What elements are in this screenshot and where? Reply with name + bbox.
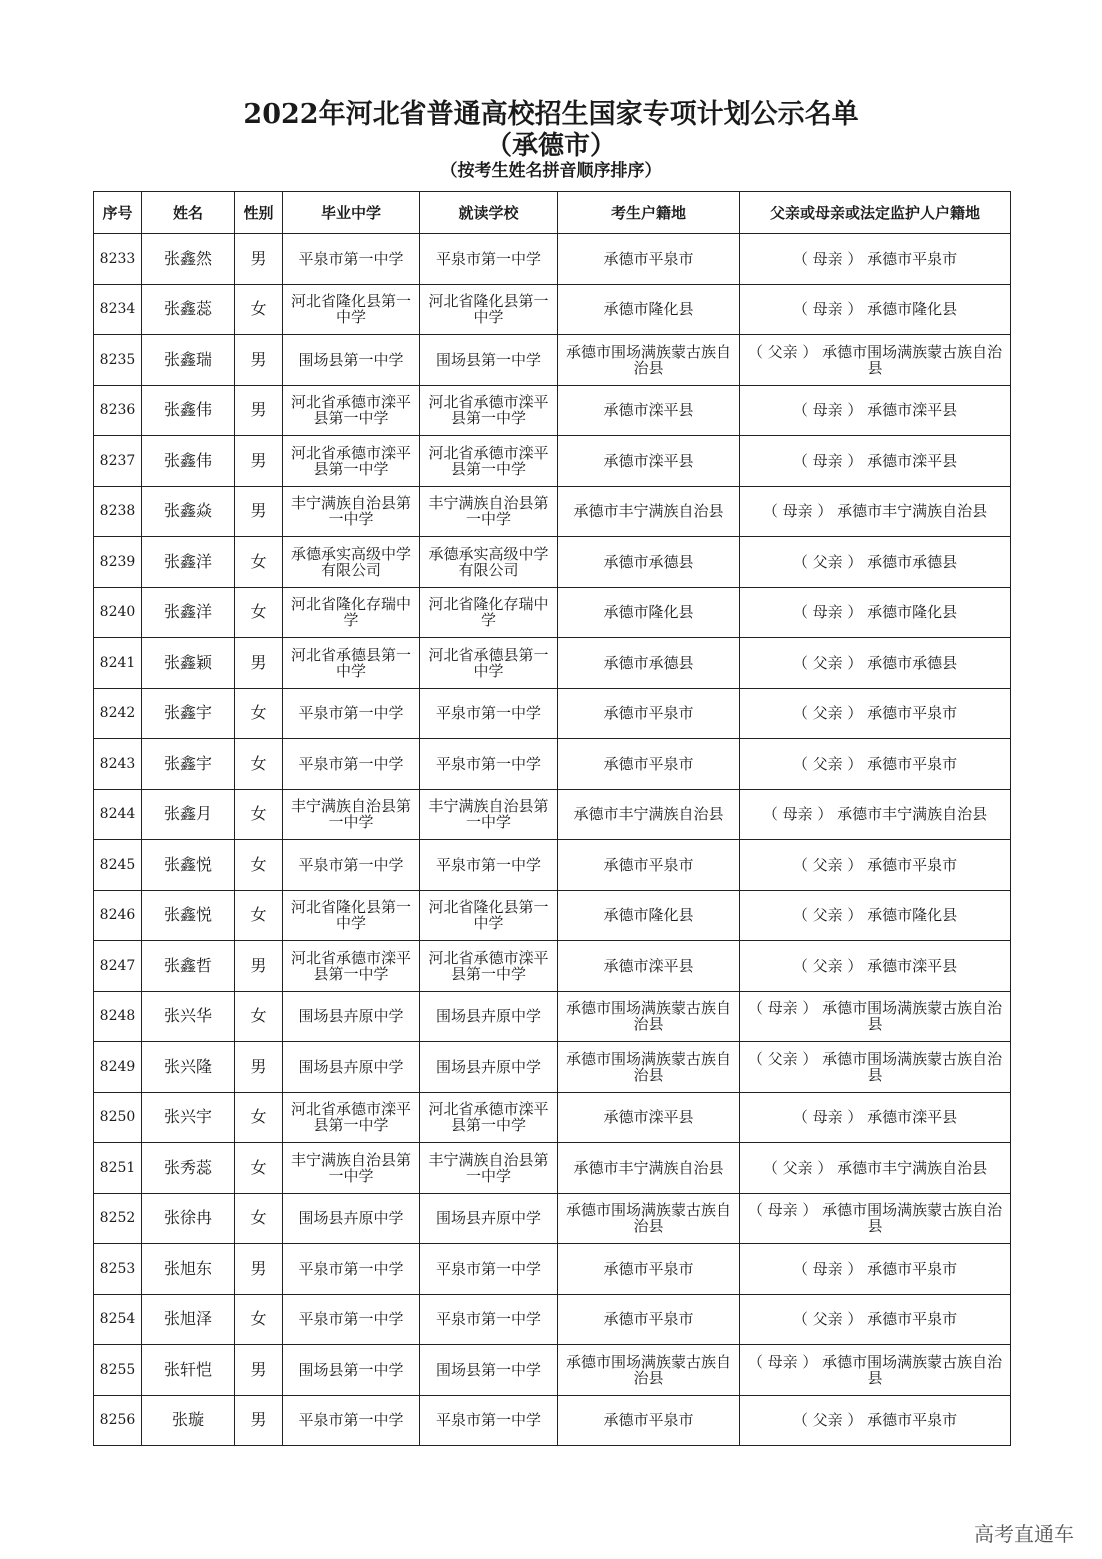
table-row (94, 1143, 1011, 1194)
cell-student-hukou: 承德市滦平县 (558, 1092, 740, 1143)
cell-current-school: 河北省承德市滦平县第一中学 (420, 385, 558, 436)
cell-current-school: 围场县卉原中学 (420, 1042, 558, 1093)
cell-name: 张兴隆 (142, 1042, 235, 1093)
cell-gender: 男 (235, 1042, 283, 1093)
cell-student-hukou: 承德市平泉市 (558, 739, 740, 790)
cell-guardian-hukou: （ 父亲 ） 承德市平泉市 (740, 1395, 1011, 1446)
cell-student-hukou: 承德市滦平县 (558, 941, 740, 992)
cell-seq: 8244 (94, 789, 142, 840)
cell-name: 张鑫洋 (142, 587, 235, 638)
cell-current-school: 围场县第一中学 (420, 1345, 558, 1396)
page-title: 2022年河北省普通高校招生国家专项计划公示名单 (243, 99, 859, 130)
cell-graduated-school: 平泉市第一中学 (283, 688, 420, 739)
cell-guardian-hukou: （ 父亲 ） 承德市承德县 (740, 638, 1011, 689)
cell-seq: 8238 (94, 486, 142, 537)
cell-seq: 8241 (94, 638, 142, 689)
cell-name: 张鑫宇 (142, 739, 235, 790)
table-row (94, 486, 1011, 537)
cell-seq: 8255 (94, 1345, 142, 1396)
table-row (94, 991, 1011, 1042)
cell-seq: 8254 (94, 1294, 142, 1345)
table-row (94, 234, 1011, 285)
cell-guardian-hukou: （ 父亲 ） 承德市丰宁满族自治县 (740, 1143, 1011, 1194)
cell-seq: 8235 (94, 335, 142, 386)
cell-gender: 女 (235, 1092, 283, 1143)
cell-gender: 女 (235, 739, 283, 790)
cell-gender: 男 (235, 638, 283, 689)
cell-student-hukou: 承德市平泉市 (558, 234, 740, 285)
cell-student-hukou: 承德市围场满族蒙古族自治县 (558, 991, 740, 1042)
cell-graduated-school: 河北省承德市滦平县第一中学 (283, 436, 420, 487)
header-graduated-school: 毕业中学 (283, 192, 420, 234)
cell-seq: 8243 (94, 739, 142, 790)
cell-name: 张轩恺 (142, 1345, 235, 1396)
header-seq: 序号 (94, 192, 142, 234)
cell-student-hukou: 承德市围场满族蒙古族自治县 (558, 1042, 740, 1093)
cell-gender: 男 (235, 234, 283, 285)
cell-current-school: 丰宁满族自治县第一中学 (420, 1143, 558, 1194)
cell-name: 张兴宇 (142, 1092, 235, 1143)
cell-student-hukou: 承德市隆化县 (558, 587, 740, 638)
cell-current-school: 河北省隆化县第一中学 (420, 890, 558, 941)
cell-seq: 8250 (94, 1092, 142, 1143)
cell-student-hukou: 承德市围场满族蒙古族自治县 (558, 1345, 740, 1396)
header-guardian-hukou: 父亲或母亲或法定监护人户籍地 (740, 192, 1011, 234)
table-row (94, 436, 1011, 487)
cell-gender: 女 (235, 890, 283, 941)
table-row (94, 1042, 1011, 1093)
cell-guardian-hukou: （ 父亲 ） 承德市隆化县 (740, 890, 1011, 941)
cell-name: 张旭泽 (142, 1294, 235, 1345)
cell-gender: 女 (235, 587, 283, 638)
cell-student-hukou: 承德市丰宁满族自治县 (558, 789, 740, 840)
cell-name: 张璇 (142, 1395, 235, 1446)
cell-graduated-school: 平泉市第一中学 (283, 1395, 420, 1446)
cell-graduated-school: 平泉市第一中学 (283, 1244, 420, 1295)
cell-guardian-hukou: （ 母亲 ） 承德市围场满族蒙古族自治县 (740, 1193, 1011, 1244)
cell-current-school: 围场县卉原中学 (420, 1193, 558, 1244)
table-row (94, 1395, 1011, 1446)
cell-gender: 男 (235, 941, 283, 992)
cell-student-hukou: 承德市承德县 (558, 537, 740, 588)
table-row (94, 789, 1011, 840)
cell-seq: 8237 (94, 436, 142, 487)
cell-seq: 8252 (94, 1193, 142, 1244)
cell-current-school: 平泉市第一中学 (420, 234, 558, 285)
table-row (94, 1092, 1011, 1143)
table-row (94, 840, 1011, 891)
cell-current-school: 平泉市第一中学 (420, 1244, 558, 1295)
cell-seq: 8234 (94, 284, 142, 335)
table-row (94, 890, 1011, 941)
cell-gender: 女 (235, 1294, 283, 1345)
cell-seq: 8256 (94, 1395, 142, 1446)
cell-name: 张鑫蕊 (142, 284, 235, 335)
table-row (94, 638, 1011, 689)
page-subtitle: （承德市） (485, 131, 616, 161)
table-row (94, 537, 1011, 588)
cell-student-hukou: 承德市平泉市 (558, 1294, 740, 1345)
cell-name: 张徐冉 (142, 1193, 235, 1244)
cell-name: 张鑫哲 (142, 941, 235, 992)
cell-guardian-hukou: （ 母亲 ） 承德市丰宁满族自治县 (740, 486, 1011, 537)
watermark-text: 高考直通车 (974, 1522, 1074, 1546)
cell-current-school: 平泉市第一中学 (420, 1395, 558, 1446)
cell-gender: 女 (235, 991, 283, 1042)
cell-graduated-school: 丰宁满族自治县第一中学 (283, 486, 420, 537)
cell-student-hukou: 承德市滦平县 (558, 385, 740, 436)
cell-seq: 8236 (94, 385, 142, 436)
cell-seq: 8233 (94, 234, 142, 285)
cell-guardian-hukou: （ 父亲 ） 承德市平泉市 (740, 840, 1011, 891)
cell-graduated-school: 河北省隆化县第一中学 (283, 890, 420, 941)
cell-name: 张鑫伟 (142, 385, 235, 436)
cell-graduated-school: 围场县卉原中学 (283, 1193, 420, 1244)
cell-student-hukou: 承德市承德县 (558, 638, 740, 689)
cell-guardian-hukou: （ 父亲 ） 承德市平泉市 (740, 688, 1011, 739)
cell-guardian-hukou: （ 母亲 ） 承德市滦平县 (740, 385, 1011, 436)
cell-gender: 男 (235, 1345, 283, 1396)
cell-current-school: 河北省承德市滦平县第一中学 (420, 436, 558, 487)
cell-seq: 8246 (94, 890, 142, 941)
cell-seq: 8239 (94, 537, 142, 588)
cell-name: 张鑫洋 (142, 537, 235, 588)
cell-gender: 女 (235, 840, 283, 891)
cell-name: 张鑫伟 (142, 436, 235, 487)
cell-guardian-hukou: （ 母亲 ） 承德市围场满族蒙古族自治县 (740, 1345, 1011, 1396)
cell-name: 张秀蕊 (142, 1143, 235, 1194)
cell-seq: 8249 (94, 1042, 142, 1093)
cell-current-school: 平泉市第一中学 (420, 739, 558, 790)
cell-current-school: 河北省承德市滦平县第一中学 (420, 941, 558, 992)
cell-guardian-hukou: （ 父亲 ） 承德市围场满族蒙古族自治县 (740, 335, 1011, 386)
cell-gender: 男 (235, 335, 283, 386)
cell-gender: 女 (235, 284, 283, 335)
cell-graduated-school: 围场县第一中学 (283, 335, 420, 386)
cell-guardian-hukou: （ 父亲 ） 承德市滦平县 (740, 941, 1011, 992)
cell-guardian-hukou: （ 母亲 ） 承德市丰宁满族自治县 (740, 789, 1011, 840)
cell-current-school: 河北省承德县第一中学 (420, 638, 558, 689)
cell-name: 张鑫悦 (142, 890, 235, 941)
cell-graduated-school: 平泉市第一中学 (283, 739, 420, 790)
cell-current-school: 河北省隆化存瑞中学 (420, 587, 558, 638)
cell-seq: 8253 (94, 1244, 142, 1295)
table-row (94, 385, 1011, 436)
table-row (94, 739, 1011, 790)
cell-graduated-school: 平泉市第一中学 (283, 234, 420, 285)
cell-graduated-school: 围场县卉原中学 (283, 991, 420, 1042)
cell-guardian-hukou: （ 父亲 ） 承德市承德县 (740, 537, 1011, 588)
cell-current-school: 河北省隆化县第一中学 (420, 284, 558, 335)
cell-student-hukou: 承德市平泉市 (558, 1395, 740, 1446)
cell-graduated-school: 丰宁满族自治县第一中学 (283, 1143, 420, 1194)
cell-guardian-hukou: （ 母亲 ） 承德市隆化县 (740, 284, 1011, 335)
cell-current-school: 平泉市第一中学 (420, 688, 558, 739)
cell-name: 张旭东 (142, 1244, 235, 1295)
table-body (94, 234, 1011, 1446)
cell-graduated-school: 平泉市第一中学 (283, 1294, 420, 1345)
header-student-hukou: 考生户籍地 (558, 192, 740, 234)
cell-current-school: 平泉市第一中学 (420, 840, 558, 891)
cell-student-hukou: 承德市平泉市 (558, 840, 740, 891)
cell-guardian-hukou: （ 母亲 ） 承德市平泉市 (740, 1244, 1011, 1295)
cell-guardian-hukou: （ 父亲 ） 承德市平泉市 (740, 1294, 1011, 1345)
roster-table (93, 191, 1011, 1446)
cell-seq: 8247 (94, 941, 142, 992)
cell-guardian-hukou: （ 父亲 ） 承德市围场满族蒙古族自治县 (740, 1042, 1011, 1093)
cell-current-school: 河北省承德市滦平县第一中学 (420, 1092, 558, 1143)
table-row (94, 284, 1011, 335)
sort-note: （按考生姓名拼音顺序排序） (440, 161, 662, 181)
cell-gender: 女 (235, 1193, 283, 1244)
cell-gender: 女 (235, 789, 283, 840)
header-gender: 性别 (235, 192, 283, 234)
cell-seq: 8242 (94, 688, 142, 739)
cell-gender: 男 (235, 385, 283, 436)
cell-name: 张鑫颖 (142, 638, 235, 689)
cell-gender: 男 (235, 486, 283, 537)
cell-current-school: 平泉市第一中学 (420, 1294, 558, 1345)
cell-graduated-school: 平泉市第一中学 (283, 840, 420, 891)
cell-current-school: 丰宁满族自治县第一中学 (420, 486, 558, 537)
table-row (94, 1294, 1011, 1345)
table-row (94, 688, 1011, 739)
cell-student-hukou: 承德市丰宁满族自治县 (558, 1143, 740, 1194)
cell-current-school: 围场县卉原中学 (420, 991, 558, 1042)
cell-name: 张鑫宇 (142, 688, 235, 739)
cell-name: 张鑫焱 (142, 486, 235, 537)
cell-name: 张鑫悦 (142, 840, 235, 891)
header-current-school: 就读学校 (420, 192, 558, 234)
cell-guardian-hukou: （ 母亲 ） 承德市滦平县 (740, 436, 1011, 487)
table-row (94, 1193, 1011, 1244)
cell-seq: 8240 (94, 587, 142, 638)
cell-student-hukou: 承德市隆化县 (558, 284, 740, 335)
cell-graduated-school: 河北省隆化存瑞中学 (283, 587, 420, 638)
cell-graduated-school: 河北省承德市滦平县第一中学 (283, 941, 420, 992)
table-row (94, 941, 1011, 992)
cell-graduated-school: 围场县第一中学 (283, 1345, 420, 1396)
cell-current-school: 承德承实高级中学有限公司 (420, 537, 558, 588)
table-row (94, 1345, 1011, 1396)
cell-graduated-school: 河北省承德市滦平县第一中学 (283, 385, 420, 436)
cell-student-hukou: 承德市围场满族蒙古族自治县 (558, 335, 740, 386)
cell-name: 张鑫然 (142, 234, 235, 285)
table-row (94, 335, 1011, 386)
cell-gender: 男 (235, 1395, 283, 1446)
table-row (94, 1244, 1011, 1295)
cell-student-hukou: 承德市平泉市 (558, 688, 740, 739)
cell-student-hukou: 承德市隆化县 (558, 890, 740, 941)
cell-graduated-school: 承德承实高级中学有限公司 (283, 537, 420, 588)
cell-guardian-hukou: （ 母亲 ） 承德市隆化县 (740, 587, 1011, 638)
cell-student-hukou: 承德市围场满族蒙古族自治县 (558, 1193, 740, 1244)
cell-gender: 男 (235, 1244, 283, 1295)
table-header-row (94, 192, 1011, 234)
cell-name: 张兴华 (142, 991, 235, 1042)
cell-student-hukou: 承德市滦平县 (558, 436, 740, 487)
cell-current-school: 围场县第一中学 (420, 335, 558, 386)
cell-guardian-hukou: （ 母亲 ） 承德市平泉市 (740, 234, 1011, 285)
cell-gender: 女 (235, 537, 283, 588)
cell-graduated-school: 河北省承德县第一中学 (283, 638, 420, 689)
cell-student-hukou: 承德市丰宁满族自治县 (558, 486, 740, 537)
table-row (94, 587, 1011, 638)
cell-name: 张鑫月 (142, 789, 235, 840)
cell-seq: 8248 (94, 991, 142, 1042)
cell-graduated-school: 围场县卉原中学 (283, 1042, 420, 1093)
cell-graduated-school: 河北省承德市滦平县第一中学 (283, 1092, 420, 1143)
cell-guardian-hukou: （ 母亲 ） 承德市围场满族蒙古族自治县 (740, 991, 1011, 1042)
cell-student-hukou: 承德市平泉市 (558, 1244, 740, 1295)
cell-graduated-school: 丰宁满族自治县第一中学 (283, 789, 420, 840)
cell-gender: 男 (235, 436, 283, 487)
header-name: 姓名 (142, 192, 235, 234)
cell-seq: 8245 (94, 840, 142, 891)
cell-name: 张鑫瑞 (142, 335, 235, 386)
cell-gender: 女 (235, 688, 283, 739)
cell-gender: 女 (235, 1143, 283, 1194)
cell-current-school: 丰宁满族自治县第一中学 (420, 789, 558, 840)
cell-guardian-hukou: （ 父亲 ） 承德市平泉市 (740, 739, 1011, 790)
cell-seq: 8251 (94, 1143, 142, 1194)
cell-graduated-school: 河北省隆化县第一中学 (283, 284, 420, 335)
cell-guardian-hukou: （ 母亲 ） 承德市滦平县 (740, 1092, 1011, 1143)
